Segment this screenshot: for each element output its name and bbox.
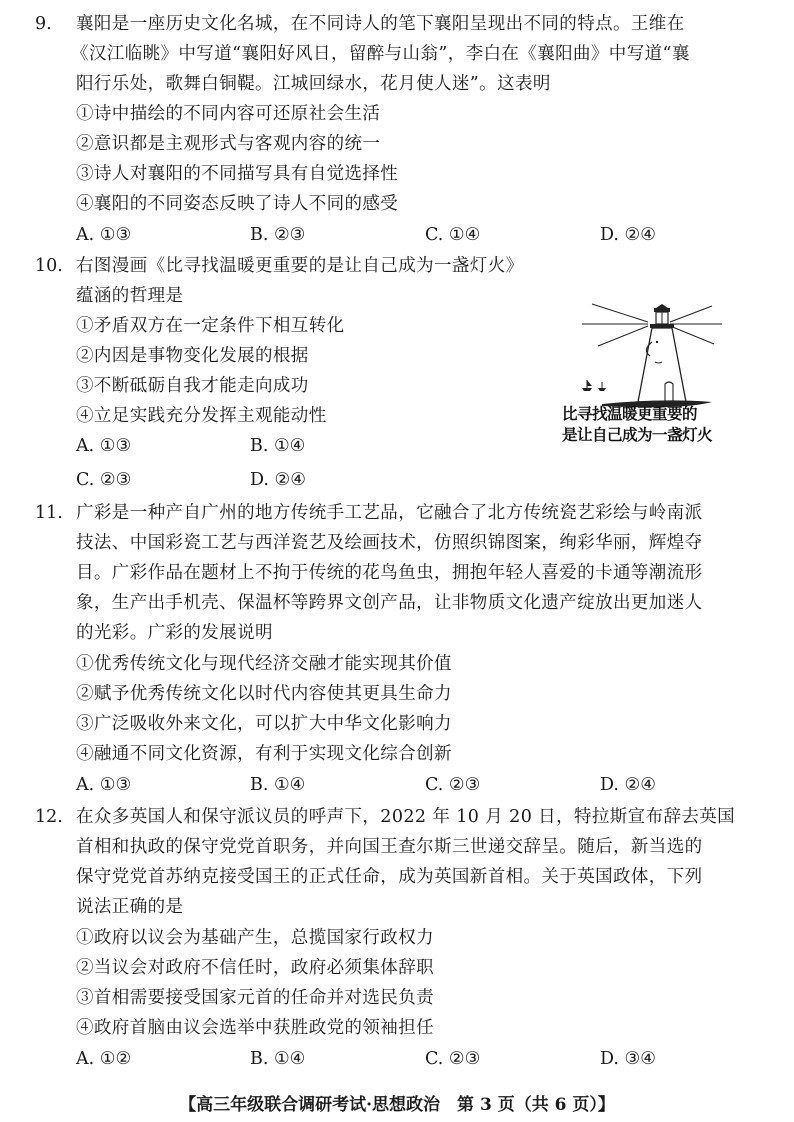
option-b[interactable]: B. ①④ bbox=[250, 775, 306, 795]
statement: ②赋予优秀传统文化以时代内容使其更具生命力 bbox=[76, 684, 452, 704]
statement: ③不断砥砺自我才能走向成功 bbox=[76, 376, 309, 396]
option-b[interactable]: B. ①④ bbox=[250, 436, 306, 456]
cartoon-caption bbox=[562, 404, 732, 446]
question-number: 12. bbox=[35, 807, 63, 827]
option-d[interactable]: D. ②④ bbox=[600, 225, 656, 245]
statement: ③诗人对襄阳的不同描写具有自觉选择性 bbox=[76, 164, 399, 184]
option-a[interactable]: A. ①③ bbox=[76, 225, 132, 245]
option-c[interactable]: C. ①④ bbox=[425, 225, 481, 245]
question-number: 9. bbox=[35, 14, 52, 34]
question-stem-line: 目。广彩作品在题材上不拘于传统的花鸟鱼虫，拥抱年轻人喜爱的卡通等潮流形 bbox=[76, 563, 703, 583]
question-stem-line: 技法、中国彩瓷工艺与西洋瓷艺及绘画技术，仿照织锦图案，绚彩华丽，辉煌夺 bbox=[76, 533, 703, 553]
page-footer: 【高三年级联合调研考试·思想政治 第 3 页（共 6 页）】 bbox=[179, 1095, 615, 1115]
question-stem-line: 右图漫画《比寻找温暖更重要的是让自己成为一盏灯火》 bbox=[76, 256, 524, 276]
question-stem-line: 广彩是一种产自广州的地方传统手工艺品，它融合了北方传统瓷艺彩绘与岭南派 bbox=[76, 503, 703, 523]
question-stem-line: 象，生产出手机壳、保温杯等跨界文创产品，让非物质文化遗产绽放出更加迷人 bbox=[76, 593, 703, 613]
question-number: 10. bbox=[35, 256, 63, 276]
option-a[interactable]: A. ①③ bbox=[76, 775, 132, 795]
question-stem-line: 襄阳是一座历史文化名城，在不同诗人的笔下襄阳呈现出不同的特点。王维在 bbox=[76, 14, 685, 34]
statement: ②当议会对政府不信任时，政府必须集体辞职 bbox=[76, 958, 434, 978]
question-stem-line: 《汉江临眺》中写道“襄阳好风日，留醉与山翁”，李白在《襄阳曲》中写道“襄 bbox=[71, 44, 690, 64]
cartoon-caption-line: 是让自己成为一盏灯火 bbox=[562, 426, 713, 444]
question-number: 11. bbox=[35, 503, 63, 523]
option-a[interactable]: A. ①② bbox=[76, 1049, 132, 1069]
statement: ④立足实践充分发挥主观能动性 bbox=[76, 406, 327, 426]
option-d[interactable]: D. ②④ bbox=[250, 470, 306, 490]
cartoon-caption-line: 比寻找温暖更重要的 bbox=[562, 405, 698, 423]
question-stem-line: 蕴涵的哲理是 bbox=[76, 286, 184, 306]
statement: ②意识都是主观形式与客观内容的统一 bbox=[76, 134, 381, 154]
statement: ④融通不同文化资源，有利于实现文化综合创新 bbox=[76, 744, 452, 764]
option-c[interactable]: C. ②③ bbox=[76, 470, 132, 490]
statement: ②内因是事物变化发展的根据 bbox=[76, 346, 309, 366]
statement: ①矛盾双方在一定条件下相互转化 bbox=[76, 316, 345, 336]
statement: ③广泛吸收外来文化，可以扩大中华文化影响力 bbox=[76, 714, 452, 734]
question-stem-line: 在众多英国人和保守派议员的呼声下，2022 年 10 月 20 日，特拉斯宣布辞去英国 bbox=[76, 807, 736, 827]
statement: ③首相需要接受国家元首的任命并对选民负责 bbox=[76, 988, 434, 1008]
option-c[interactable]: C. ②③ bbox=[425, 775, 481, 795]
question-stem-line: 首相和执政的保守党党首职务，并向国王查尔斯三世递交辞呈。随后，新当选的 bbox=[76, 837, 703, 857]
question-stem-line: 阳行乐处，歌舞白铜鞮。江城回绿水，花月使人迷”。这表明 bbox=[76, 74, 551, 94]
statement: ①诗中描绘的不同内容可还原社会生活 bbox=[76, 104, 381, 124]
option-d[interactable]: D. ②④ bbox=[600, 775, 656, 795]
option-c[interactable]: C. ②③ bbox=[425, 1049, 481, 1069]
statement: ④襄阳的不同姿态反映了诗人不同的感受 bbox=[76, 194, 399, 214]
option-b[interactable]: B. ①④ bbox=[250, 1049, 306, 1069]
statement: ①优秀传统文化与现代经济交融才能实现其价值 bbox=[76, 654, 452, 674]
question-stem-line: 说法正确的是 bbox=[76, 897, 184, 917]
option-a[interactable]: A. ①③ bbox=[76, 436, 132, 456]
question-stem-line: 保守党党首苏纳克接受国王的正式任命，成为英国新首相。关于英国政体，下列 bbox=[76, 867, 703, 887]
option-d[interactable]: D. ③④ bbox=[600, 1049, 656, 1069]
question-stem-line: 的光彩。广彩的发展说明 bbox=[76, 623, 273, 643]
statement: ④政府首脑由议会选举中获胜政党的领袖担任 bbox=[76, 1018, 434, 1038]
statement: ①政府以议会为基础产生，总揽国家行政权力 bbox=[76, 928, 434, 948]
option-b[interactable]: B. ②③ bbox=[250, 225, 306, 245]
